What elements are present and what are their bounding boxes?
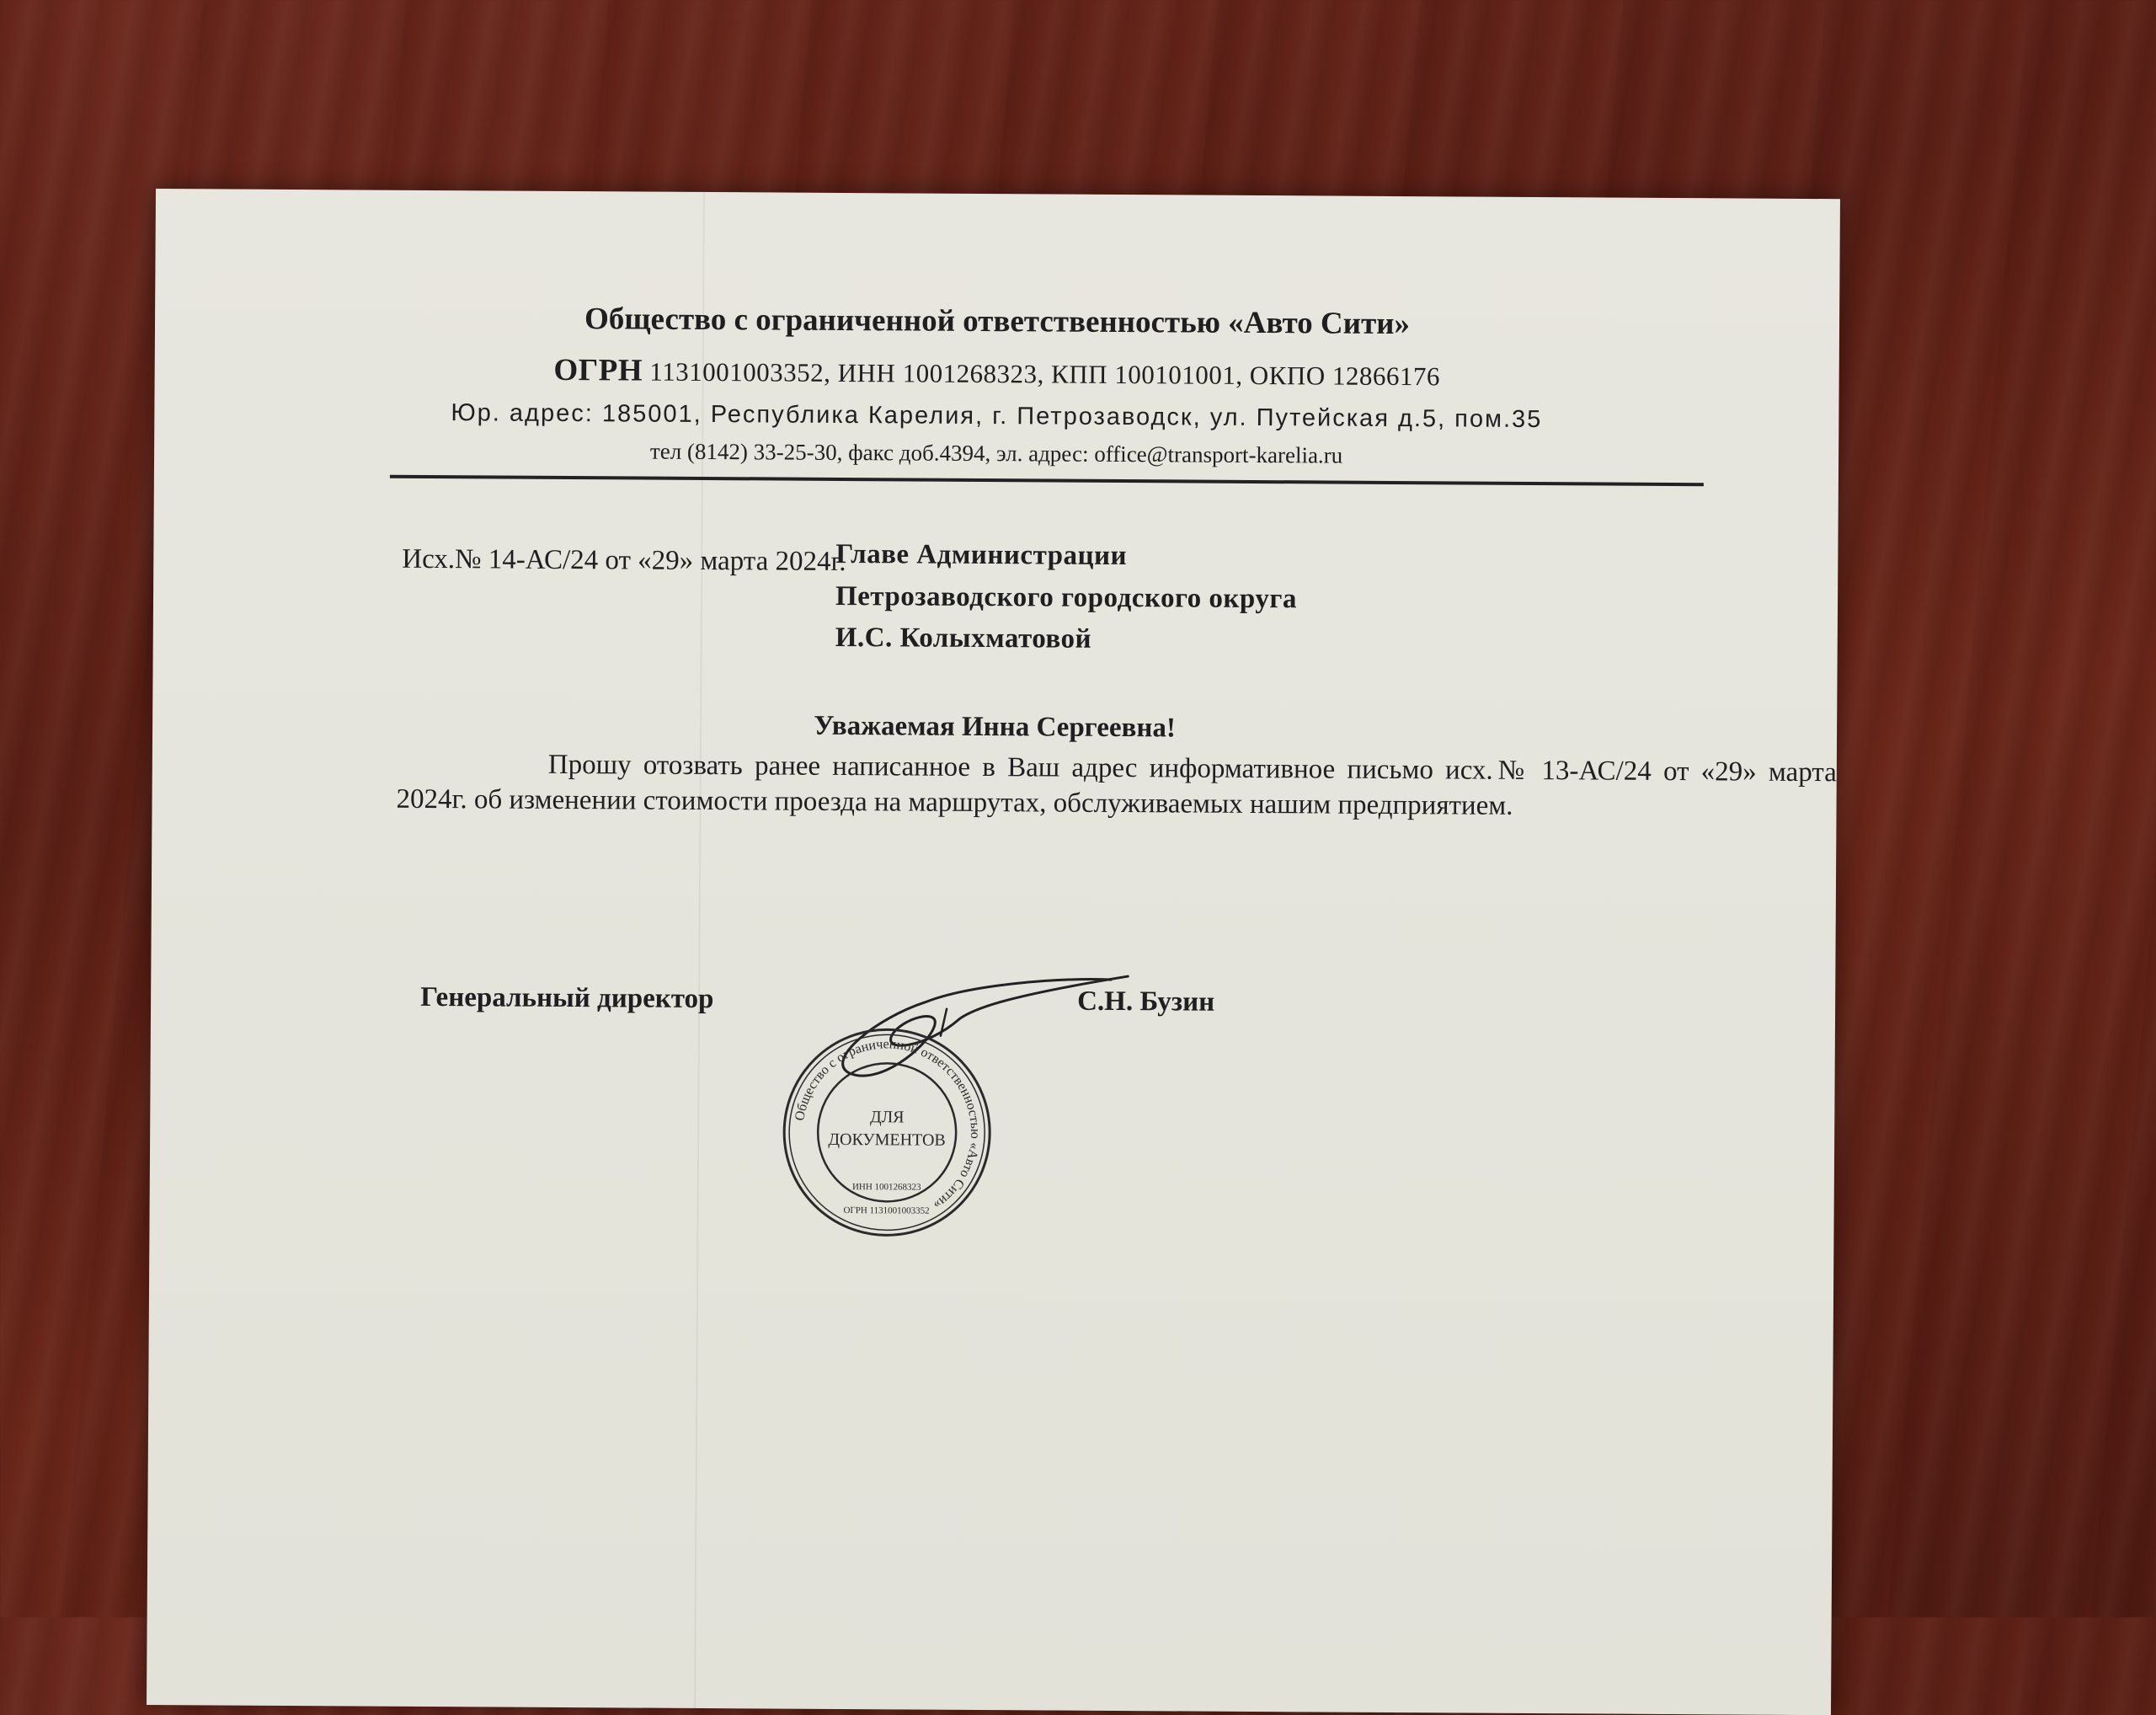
stamp-center-line-1: ДЛЯ bbox=[869, 1108, 905, 1127]
letter-paper bbox=[147, 189, 1840, 1715]
stamp-ring-text: Общество с ограниченной ответственностью «Авто Сити» bbox=[792, 1037, 983, 1213]
recipient-line-3: И.С. Колыхматовой bbox=[835, 622, 1092, 654]
stamp-ogrn: ОГРН 1131001003352 bbox=[843, 1205, 930, 1216]
ogrn-label: ОГРН bbox=[553, 352, 643, 388]
registration-numbers: 1131001003352, ИНН 1001268323, КПП 100101001, ОКПО 12866176 bbox=[643, 356, 1441, 392]
recipient-line-1: Главе Администрации bbox=[835, 538, 1128, 572]
letterhead bbox=[154, 298, 1839, 472]
header-divider bbox=[390, 475, 1704, 487]
contacts: тел (8142) 33-25-30, факс доб.4394, эл. адрес: office@transport-karelia.ru bbox=[649, 438, 1343, 468]
outgoing-reference: Исх.№ 14-АС/24 от «29» марта 2024г. bbox=[402, 543, 846, 578]
stamp-center-line-2: ДОКУМЕНТОВ bbox=[828, 1130, 946, 1150]
signer-position: Генеральный директор bbox=[420, 981, 714, 1015]
recipient-block bbox=[835, 534, 1298, 662]
company-name: Общество с ограниченной ответственностью «Авто Сити» bbox=[584, 302, 1411, 342]
company-registration bbox=[155, 350, 1839, 396]
letter-body: Прошу отозвать ранее написанное в Ваш адрес информативное письмо исх.№ 13-АС/24 от «29» марта 2024г. об изменении стоимости проезда на маршрутах, обслуживаемых нашим предприятием. bbox=[396, 749, 1837, 822]
legal-address: Юр. адрес: 185001, Республика Карелия, г. Петрозаводск, ул. Путейская д.5, пом.35 bbox=[451, 399, 1543, 434]
signer-name: С.Н. Бузин bbox=[1077, 986, 1215, 1018]
stamp-inn: ИНН 1001268323 bbox=[851, 1182, 921, 1193]
recipient-line-2: Петрозаводского городского округа bbox=[835, 580, 1298, 614]
greeting: Уважаемая Инна Сергеевна! bbox=[814, 710, 1177, 744]
company-stamp bbox=[776, 1023, 997, 1243]
